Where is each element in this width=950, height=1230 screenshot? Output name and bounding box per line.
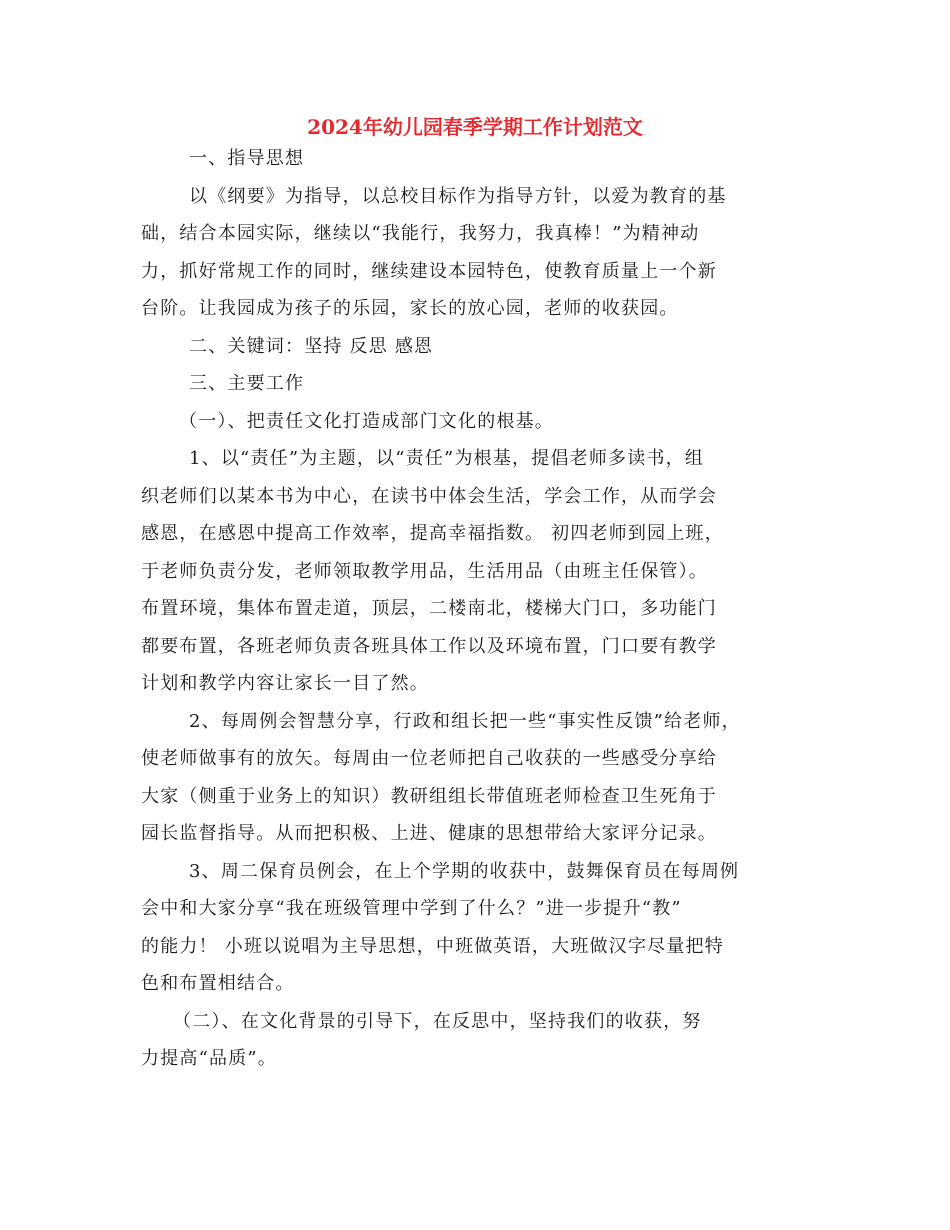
section-heading-main-work: 三、主要工作 xyxy=(189,373,305,394)
paragraph-line: 园长监督指导。从而把积极、上进、健康的思想带给大家评分记录。 xyxy=(141,823,717,844)
paragraph-line: 感恩，在感恩中提高工作效率，提高幸福指数。 初四老师到园上班， xyxy=(141,523,724,544)
document-body xyxy=(141,140,811,1078)
paragraph-line: 色和布置相结合。 xyxy=(141,973,295,994)
paragraph-line: 3、周二保育员例会，在上个学期的收获中，鼓舞保育员在每周例 xyxy=(189,860,740,882)
paragraph-line: 计划和教学内容让家长一目了然。 xyxy=(141,673,429,694)
document-title: 2024年幼儿园春季学期工作计划范文 xyxy=(307,115,643,139)
paragraph-line: 使老师做事有的放矢。每周由一位老师把自己收获的一些感受分享给 xyxy=(141,748,717,769)
paragraph-line: 台阶。让我园成为孩子的乐园，家长的放心园，老师的收获园。 xyxy=(141,298,679,319)
paragraph-line: 力，抓好常规工作的同时，继续建设本园特色，使教育质量上一个新 xyxy=(141,260,717,282)
paragraph-line: 织老师们以某本书为中心，在读书中体会生活，学会工作，从而学会 xyxy=(141,485,717,507)
paragraph-line: 1、以“责任”为主题，以“责任”为根基，提倡老师多读书，组 xyxy=(189,448,705,469)
paragraph-line: 以《纲要》为指导，以总校目标作为指导方针，以爱为教育的基 xyxy=(189,185,727,207)
paragraph-line: 于老师负责分发，老师领取教学用品，生活用品（由班主任保管）。 xyxy=(141,560,708,582)
paragraph-line: 大家（侧重于业务上的知识）教研组组长带值班老师检查卫生死角于 xyxy=(141,785,717,807)
paragraph-line: 2、每周例会智慧分享，行政和组长把一些“事实性反馈”给老师， xyxy=(189,710,741,732)
paragraph-line: 础，结合本园实际，继续以“我能行，我努力，我真棒！”为精神动 xyxy=(141,223,700,244)
subsection-heading-one: （一）、把责任文化打造成部门文化的根基。 xyxy=(179,410,554,432)
section-heading-guiding-thought: 一、指导思想 xyxy=(189,148,305,169)
paragraph-line: 都要布置，各班老师负责各班具体工作以及环境布置，门口要有教学 xyxy=(141,635,717,657)
paragraph-line: 会中和大家分享“我在班级管理中学到了什么？”进一步提升“教” xyxy=(141,898,682,919)
section-heading-keywords: 二、关键词：坚持 反思 感恩 xyxy=(189,335,434,357)
paragraph-line: 布置环境，集体布置走道，顶层，二楼南北，楼梯大门口，多功能门 xyxy=(141,598,717,619)
paragraph-line: 力提高“品质”。 xyxy=(141,1048,278,1069)
subsection-heading-two: （二）、在文化背景的引导下，在反思中，坚持我们的收获，努 xyxy=(173,1010,702,1032)
paragraph-line: 的能力！ 小班以说唱为主导思想，中班做英语，大班做汉字尽量把特 xyxy=(141,935,724,957)
